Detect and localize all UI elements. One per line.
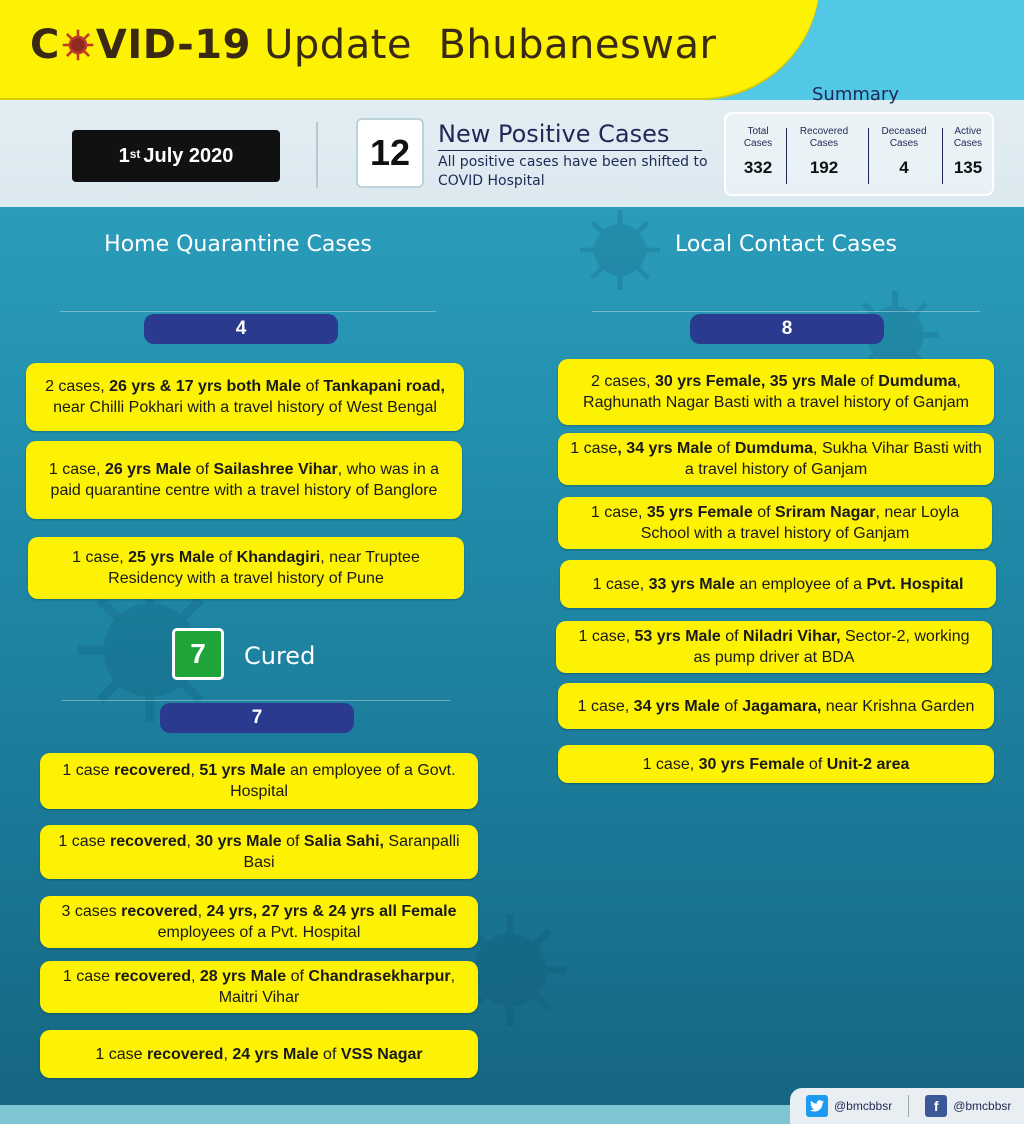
divider [908, 1095, 909, 1117]
summary-separator [786, 128, 787, 184]
local-contact-case [558, 433, 994, 485]
divider [62, 700, 450, 701]
summary-panel [724, 112, 994, 196]
page-title: C VID-19 Update Bhubaneswar [30, 22, 717, 68]
date-badge: 1 $^{st}$ July 2020 [72, 130, 280, 182]
home-quarantine-heading: Home Quarantine Cases [104, 232, 372, 257]
cured-case [40, 753, 478, 809]
new-cases-subtitle: All positive cases have been shifted to COVID Hospital [438, 154, 708, 189]
local-contact-case-text: 2 cases, 30 yrs Female, 35 yrs Male of Dumduma, Raghunath Nagar Basti with a travel history of Ganjam [583, 373, 969, 411]
twitter-icon[interactable] [806, 1095, 828, 1117]
new-cases-count: 12 [356, 118, 424, 188]
local-contact-case [558, 359, 994, 425]
divider [60, 311, 436, 312]
home-quarantine-case-text: 1 case, 25 yrs Male of Khandagiri, near Truptee Residency with a travel history of Pune [72, 549, 420, 587]
local-contact-case-text: 1 case, 35 yrs Female of Sriram Nagar, near Loyla School with a travel history of Ganjam [590, 504, 960, 542]
local-contact-case [558, 745, 994, 783]
local-contact-case [558, 497, 992, 549]
cured-count-pill: 7 [160, 703, 354, 733]
local-contact-case-text: 1 case, 33 yrs Male an employee of a Pvt. Hospital [592, 575, 964, 593]
cured-case-text: 1 case recovered, 28 yrs Male of Chandrasekharpur, Maitri Vihar [62, 968, 456, 1006]
cured-case [40, 1030, 478, 1078]
summary-separator [942, 128, 943, 184]
virus-icon [61, 28, 95, 62]
home-quarantine-case-text: 1 case, 26 yrs Male of Sailashree Vihar, who was in a paid quarantine centre with a travel history of Banglore [48, 461, 440, 499]
cured-case-text: 1 case recovered, 30 yrs Male of Salia Sahi, Saranpalli Basi [58, 833, 460, 871]
local-contact-case [560, 560, 996, 608]
cured-case-text: 3 cases recovered, 24 yrs, 27 yrs & 24 yrs all Female employees of a Pvt. Hospital [61, 903, 457, 941]
cured-label: Cured [244, 642, 316, 670]
summary-active: Active Cases 135 [953, 126, 983, 177]
home-quarantine-count: 4 [144, 314, 338, 344]
twitter-handle[interactable]: @bmcbbsr [834, 1099, 893, 1113]
facebook-handle[interactable]: @bmcbbsr [953, 1099, 1012, 1113]
summary-total: Total Cases 332 [743, 126, 773, 177]
divider [316, 122, 318, 188]
local-contact-case-text: 1 case, 34 yrs Male of Jagamara, near Krishna Garden [577, 697, 975, 715]
new-cases-underline [438, 150, 702, 151]
summary-title: Summary [812, 84, 899, 105]
cured-case [40, 961, 478, 1013]
local-contact-heading: Local Contact Cases [675, 232, 897, 257]
cured-count-badge: 7 [172, 628, 224, 680]
cured-case [40, 825, 478, 879]
summary-deceased: Deceased Cases 4 [881, 126, 927, 177]
local-contact-case-text: 1 case, 53 yrs Male of Niladri Vihar, Sector-2, working as pump driver at BDA [578, 628, 970, 666]
social-bar [790, 1088, 1024, 1124]
summary-recovered: Recovered Cases 192 [799, 126, 849, 177]
new-cases-title: New Positive Cases [438, 120, 670, 148]
local-contact-case-text: 1 case, 30 yrs Female of Unit-2 area [642, 755, 910, 773]
local-contact-count: 8 [690, 314, 884, 344]
cured-case-text: 1 case recovered, 24 yrs Male of VSS Nagar [95, 1045, 423, 1063]
summary-separator [868, 128, 869, 184]
home-quarantine-case-text: 2 cases, 26 yrs & 17 yrs both Male of Tankapani road, near Chilli Pokhari with a travel history of West Bengal [45, 378, 445, 416]
local-contact-case [558, 683, 994, 729]
local-contact-case-text: 1 case, 34 yrs Male of Dumduma, Sukha Vihar Basti with a travel history of Ganjam [570, 440, 982, 478]
home-quarantine-case [26, 363, 464, 431]
facebook-icon[interactable]: f [925, 1095, 947, 1117]
local-contact-case [556, 621, 992, 673]
cured-case-text: 1 case recovered, 51 yrs Male an employee of a Govt. Hospital [62, 762, 456, 800]
home-quarantine-case [26, 441, 462, 519]
home-quarantine-case [28, 537, 464, 599]
cured-case [40, 896, 478, 948]
divider [592, 311, 980, 312]
